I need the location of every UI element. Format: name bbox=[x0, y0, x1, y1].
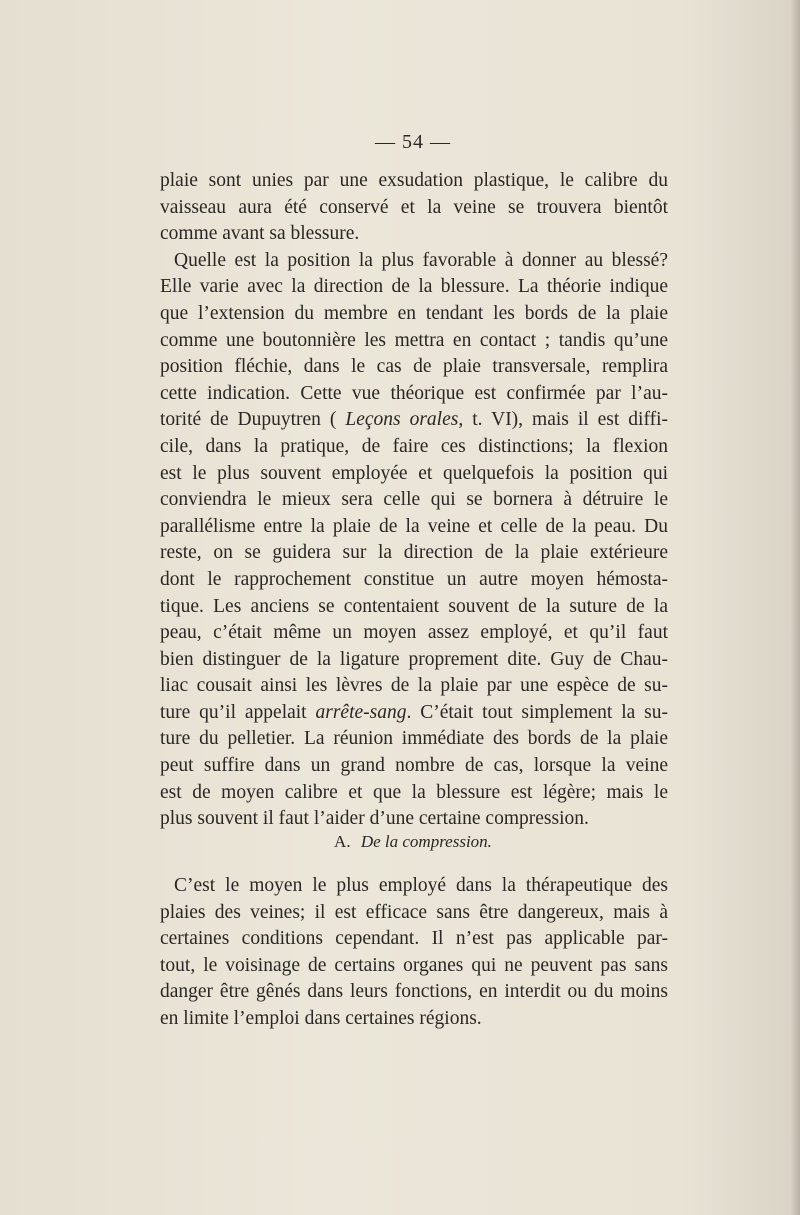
text-line: position fléchie, dans le cas de plaie transversale, remplira bbox=[160, 356, 668, 378]
text-line: vaisseau aura été conservé et la veine se trouvera bientôt bbox=[160, 196, 668, 218]
page-edge-shadow bbox=[790, 0, 800, 1215]
section-title: De la compression. bbox=[360, 832, 492, 851]
text-line: est le plus souvent employée et quelquefois la position qui bbox=[160, 462, 668, 484]
text-line: peau, c’était même un moyen assez employé, et qu’il faut bbox=[160, 622, 668, 644]
text-line: plaies des veines; il est efficace sans être dangereux, mais à bbox=[160, 901, 668, 923]
page-number: — 54 — bbox=[375, 131, 451, 153]
text-block-bottom bbox=[160, 873, 668, 1033]
text-line: cette indication. Cette vue théorique est confirmée par l’au- bbox=[160, 382, 668, 404]
text-line: bien distinguer de la ligature proprement dite. Guy de Chau- bbox=[160, 648, 668, 670]
text-line: certaines conditions cependant. Il n’est pas applicable par- bbox=[160, 928, 668, 950]
text-line: ture qu’il appelait arrête-sang. C’était tout simplement la su- bbox=[160, 701, 668, 723]
text-line: liac cousait ainsi les lèvres de la plaie par une espèce de su- bbox=[160, 675, 668, 697]
text-line: comme avant sa blessure. bbox=[160, 223, 360, 245]
italic-phrase: Leçons orales bbox=[345, 409, 459, 431]
text-line: conviendra le mieux sera celle qui se bornera à détruire le bbox=[160, 489, 668, 511]
text-block-top bbox=[160, 168, 668, 833]
text-line: ture du pelletier. La réunion immédiate des bords de la plaie bbox=[160, 728, 668, 750]
italic-phrase: arrête-sang bbox=[315, 701, 407, 723]
text-line: tique. Les anciens se contentaient souvent de la suture de la bbox=[160, 595, 668, 617]
text-line: est de moyen calibre et que la blessure est légère; mais le bbox=[160, 781, 668, 803]
text-line: comme une boutonnière les mettra en contact ; tandis qu’une bbox=[160, 329, 668, 351]
text-line: cile, dans la pratique, de faire ces distinctions; la flexion bbox=[160, 435, 668, 457]
text-line: plaie sont unies par une exsudation plastique, le calibre du bbox=[160, 170, 668, 191]
text-line: Elle varie avec la direction de la blessure. La théorie indique bbox=[160, 276, 668, 298]
text-line: que l’extension du membre en tendant les bords de la plaie bbox=[160, 302, 668, 324]
text-line: en limite l’emploi dans certaines régions. bbox=[160, 1007, 482, 1029]
text-line: Quelle est la position la plus favorable à donner au blessé? bbox=[174, 249, 668, 271]
text-line: tout, le voisinage de certains organes qui ne peuvent pas sans bbox=[160, 954, 668, 976]
text-line: dont le rapprochement constitue un autre moyen hémosta- bbox=[160, 568, 668, 590]
text-line: torité de Dupuytren ( Leçons orales, t. VI), mais il est diffi- bbox=[160, 409, 668, 431]
text-line: danger être gênés dans leurs fonctions, en interdit ou du moins bbox=[160, 981, 668, 1003]
section-heading bbox=[0, 832, 800, 852]
section-letter: A. bbox=[334, 832, 351, 851]
text-line: C’est le moyen le plus employé dans la thérapeutique des bbox=[174, 875, 668, 896]
text-line: plus souvent il faut l’aider d’une certaine compression. bbox=[160, 808, 589, 830]
text-line: peut suffire dans un grand nombre de cas, lorsque la veine bbox=[160, 755, 668, 777]
text-line: parallélisme entre la plaie de la veine et celle de la peau. Du bbox=[160, 515, 668, 537]
text-line: reste, on se guidera sur la direction de la plaie extérieure bbox=[160, 542, 668, 564]
